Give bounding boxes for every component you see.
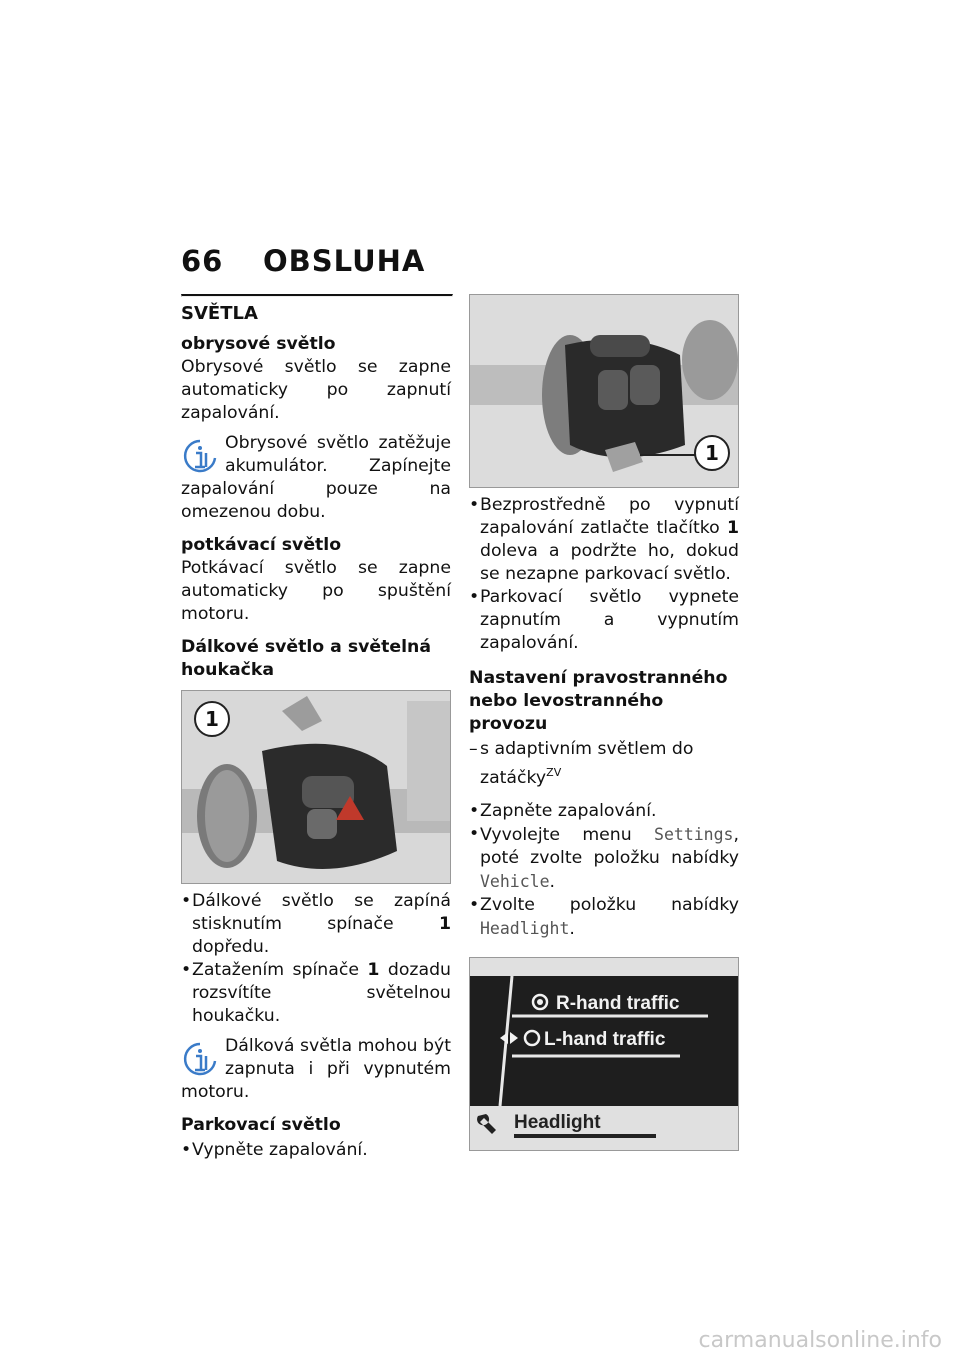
display-screenshot xyxy=(469,957,739,1151)
option-right-text: R-hand traffic xyxy=(556,992,680,1014)
page-header xyxy=(181,244,425,278)
info-icon xyxy=(181,1041,219,1081)
list-item: • Vypněte zapalování. xyxy=(181,1139,451,1162)
list-item: • Parkovací světlo vypnete zapnutím a vypnutím zapalování. xyxy=(469,586,739,655)
list-item: • Vyvolejte menu Settings, poté zvolte položku nabídky Vehicle. xyxy=(469,823,739,894)
watermark: carmanualsonline.info xyxy=(698,1328,942,1353)
list-item: • Zatažením spínače 1 dozadu rozsvítíte světelnou houkačku. xyxy=(181,959,451,1028)
info-icon xyxy=(181,438,219,478)
low-beam-text: Potkávací světlo se zapne automaticky po spuštění motoru. xyxy=(181,558,451,624)
callout-1: 1 xyxy=(194,701,230,737)
parking-light-text: Obrysové světlo se zapne automaticky po zapnutí zapalování. xyxy=(181,357,451,423)
parking-title: Parkovací světlo xyxy=(181,1115,341,1135)
list-item: • Bezprostředně po vypnutí zapalování zatlačte tlačítko 1 doleva a podržte ho, dokud se nezapne parkovací světlo. xyxy=(469,494,739,586)
menu-title-text: Headlight xyxy=(514,1111,601,1133)
list-item: • Dálkové světlo se zapíná stisknutím spínače 1 dopředu. xyxy=(181,890,451,959)
list-item: – s adaptivním světlem do zatáčky$^{ZV}$ xyxy=(469,738,739,790)
parking-light-title: obrysové světlo xyxy=(181,334,336,354)
high-beam-bullets xyxy=(181,890,451,1028)
handlebar-switch-photo-right xyxy=(469,294,739,488)
callout-1: 1 xyxy=(694,435,730,471)
left-column xyxy=(181,294,451,1162)
note-high-beam xyxy=(181,1035,451,1104)
parking-light-note-text: Obrysové světlo zatěžuje akumulátor. Zapínejte zapalování pouze na omezenou dobu. xyxy=(181,433,451,522)
chapter-title: OBSLUHA xyxy=(263,244,426,278)
note-parking-light xyxy=(181,432,451,524)
high-beam-note-text: Dálková světla mohou být zapnuta i při vypnutém motoru. xyxy=(181,1036,451,1102)
traffic-steps xyxy=(469,800,739,941)
parking-steps xyxy=(469,494,739,655)
handlebar-switch-photo-left xyxy=(181,690,451,884)
list-item: • Zapněte zapalování. xyxy=(469,800,739,823)
option-left-text: L-hand traffic xyxy=(544,1028,666,1050)
traffic-title: Nastavení pravostranného nebo levostranného provozu xyxy=(469,668,728,734)
section-rule xyxy=(181,294,453,297)
high-beam-title: Dálkové světlo a světelná houkačka xyxy=(181,637,431,680)
parking-bullets xyxy=(181,1139,451,1162)
tft-display-illustration xyxy=(470,958,738,1150)
right-column xyxy=(469,294,739,1151)
traffic-conditions xyxy=(469,738,739,790)
list-item: • Zvolte položku nabídky Headlight. xyxy=(469,894,739,941)
section-title: SVĚTLA xyxy=(181,303,258,324)
page-number: 66 xyxy=(181,244,224,278)
low-beam-title: potkávací světlo xyxy=(181,535,342,555)
